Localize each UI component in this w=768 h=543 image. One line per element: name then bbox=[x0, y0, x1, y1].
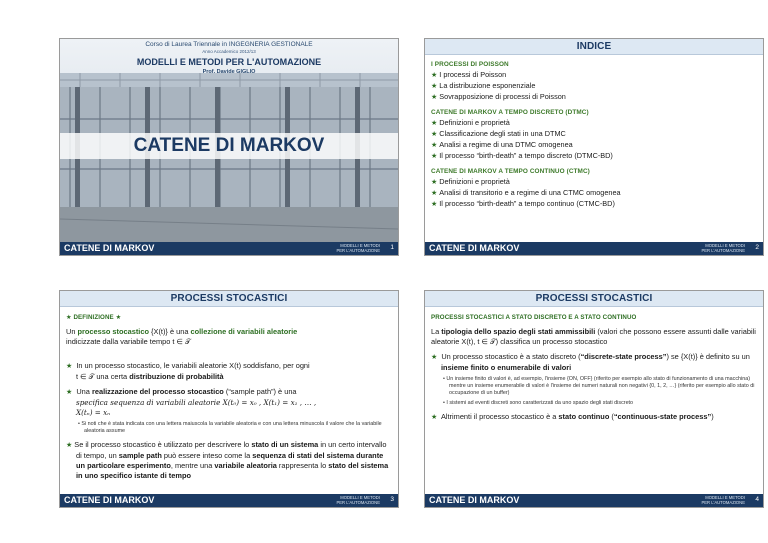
note-item: • I sistemi ad eventi discreti sono caratterizzati da uno spazio degli stati discreto bbox=[443, 400, 634, 406]
index-item: ★ Il processo “birth-death” a tempo discreto (DTMC-BD) bbox=[431, 151, 613, 160]
section-heading: I PROCESSI DI POISSON bbox=[431, 61, 509, 68]
definition-text: Un processo stocastico {X(t)} è una collezione di variabili aleatorie indicizzate dalla variabile tempo t ∈ 𝒯 bbox=[66, 327, 298, 346]
index-item: ★ Analisi di transitorio e a regime di una CTMC omogenea bbox=[431, 188, 621, 197]
index-item: ★ Definizioni e proprietà bbox=[431, 118, 510, 127]
footer-title: CATENE DI MARKOV bbox=[429, 495, 520, 505]
subject-title: MODELLI E METODI PER L'AUTOMAZIONE bbox=[136, 57, 322, 67]
star-icon: ★ bbox=[431, 94, 438, 101]
page-number: 2 bbox=[755, 244, 759, 251]
note-item: • Si noti che è stata indicata con una lettera maiuscola la variabile aleatoria e con una lettera minuscola il valore che la variabile aleatoria assume bbox=[78, 421, 382, 434]
note-item: • Un insieme finito di valori è, ad esempio, l'insieme {ON, OFF} (riferito per esempio allo stato di funzionamento di una macchina) mentre un insieme enumerabile di valori è l'insieme dei numeri naturali non negativi {0, 1, 2, …} (riferito per esempio allo stato di occupazione di un buffer) bbox=[443, 376, 755, 396]
bullet-item: ★ Se il processo stocastico è utilizzato per descrivere lo stato di un sistema in un certo intervallo di tempo, un sample path può essere inteso come la sequenza di stati del sistema durante un particolare esperimento, mentre una variabile aleatoria rappresenta lo stato del sistema in uno specifico istante di tempo bbox=[66, 440, 389, 480]
star-icon: ★ bbox=[66, 442, 73, 449]
star-icon: ★ bbox=[431, 190, 438, 197]
footer-title: CATENE DI MARKOV bbox=[429, 243, 520, 253]
index-item: ★ Analisi a regime di una DTMC omogenea bbox=[431, 140, 573, 149]
slide-4 bbox=[424, 290, 764, 508]
bullet-item: ★ In un processo stocastico, le variabili aleatorie X(t) soddisfano, per ogni t ∈ 𝒯 una certa distribuzione di probabilità bbox=[66, 361, 310, 381]
professor-name: Prof. Davide GIGLIO bbox=[202, 69, 256, 75]
star-icon: ★ bbox=[66, 363, 73, 370]
slide-footer bbox=[60, 494, 398, 507]
footer-title: CATENE DI MARKOV bbox=[64, 243, 155, 253]
course-name: Corso di Laurea Triennale in INGEGNERIA GESTIONALE bbox=[145, 41, 313, 48]
page-number: 4 bbox=[755, 496, 759, 503]
cover-title: CATENE DI MARKOV bbox=[60, 133, 398, 159]
footer-course: MODELLI E METODI PER L'AUTOMAZIONE bbox=[336, 495, 380, 505]
slide-title: PROCESSI STOCASTICI bbox=[170, 293, 288, 304]
slide-footer bbox=[60, 242, 398, 255]
index-list bbox=[431, 61, 759, 210]
index-item: ★ Il processo “birth-death” a tempo continuo (CTMC-BD) bbox=[431, 199, 615, 208]
slide-footer bbox=[425, 494, 763, 507]
star-icon: ★ bbox=[431, 414, 438, 421]
definition-heading: ★ DEFINIZIONE ★ bbox=[66, 314, 122, 321]
academic-year: Anno Accademico 2012/13 bbox=[202, 49, 256, 54]
page-number: 1 bbox=[390, 244, 394, 251]
slide-title: INDICE bbox=[576, 41, 612, 52]
star-icon: ★ bbox=[431, 142, 438, 149]
slide-2 bbox=[424, 38, 764, 256]
index-item: ★ Definizioni e proprietà bbox=[431, 177, 510, 186]
intro-text: La tipologia dello spazio degli stati ammissibili (valori che possono essere assunti dalle variabili aleatorie X(t), t ∈ 𝒯) classifica un processo stocastico bbox=[431, 327, 756, 346]
star-icon: ★ bbox=[431, 72, 438, 79]
bullet-item: ★ Una realizzazione del processo stocastico (“sample path”) è una specifica sequenza di variabili aleatorie X(t₀) = x₀ , X(t₁) = x₁ , … , X(tₙ) = xₙ bbox=[66, 387, 317, 417]
star-icon: ★ bbox=[66, 389, 73, 396]
page-number: 3 bbox=[390, 496, 394, 503]
index-item: ★ Classificazione degli stati in una DTMC bbox=[431, 129, 566, 138]
bullet-item: ★ Altrimenti il processo stocastico è a stato continuo (“continuous-state process”) bbox=[431, 412, 714, 421]
index-item: ★ Sovrapposizione di processi di Poisson bbox=[431, 92, 566, 101]
star-icon: ★ bbox=[431, 201, 438, 208]
section-heading: CATENE DI MARKOV A TEMPO CONTINUO (CTMC) bbox=[431, 168, 590, 175]
index-item: ★ La distribuzione esponenziale bbox=[431, 81, 536, 90]
footer-course: MODELLI E METODI PER L'AUTOMAZIONE bbox=[701, 243, 745, 253]
star-icon: ★ bbox=[431, 179, 438, 186]
slide-body bbox=[66, 313, 394, 481]
slide-body bbox=[431, 313, 759, 423]
index-item: ★ I processi di Poisson bbox=[431, 70, 507, 79]
footer-title: CATENE DI MARKOV bbox=[64, 495, 155, 505]
star-icon: ★ bbox=[431, 131, 438, 138]
footer-course: MODELLI E METODI PER L'AUTOMAZIONE bbox=[701, 495, 745, 505]
star-icon: ★ bbox=[431, 120, 438, 127]
bullet-item: ★ Un processo stocastico è a stato discreto (“discrete-state process”) se {X(t)} è definito su un insieme finito o enumerabile di valori bbox=[431, 352, 750, 372]
star-icon: ★ bbox=[431, 83, 438, 90]
slide-footer bbox=[425, 242, 763, 255]
slide-1 bbox=[59, 38, 399, 256]
star-icon: ★ bbox=[431, 153, 438, 160]
footer-course: MODELLI E METODI PER L'AUTOMAZIONE bbox=[336, 243, 380, 253]
slide-3 bbox=[59, 290, 399, 508]
cover-header bbox=[60, 41, 398, 75]
slide-title: PROCESSI STOCASTICI bbox=[535, 293, 653, 304]
section-heading: PROCESSI STOCASTICI A STATO DISCRETO E A STATO CONTINUO bbox=[431, 314, 637, 321]
section-heading: CATENE DI MARKOV A TEMPO DISCRETO (DTMC) bbox=[431, 109, 589, 116]
star-icon: ★ bbox=[431, 354, 438, 361]
